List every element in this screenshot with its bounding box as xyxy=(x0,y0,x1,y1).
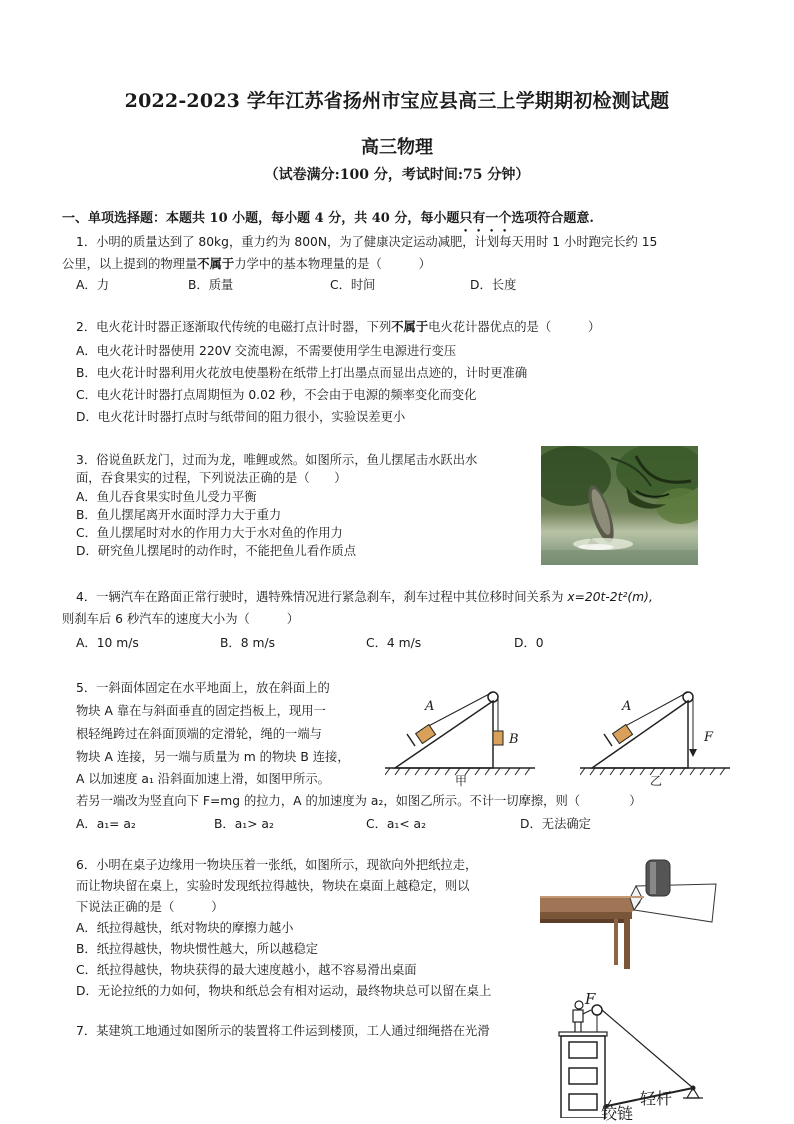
q2-text-c: 电火花计器优点的是（ ） xyxy=(428,320,601,334)
building-crane-figure xyxy=(555,988,715,1118)
q6-line3: 下说法正确的是（ ） xyxy=(76,900,224,914)
q5-line4: 物块 A 连接，另一端与质量为 m 的物块 B 连接， xyxy=(76,750,350,764)
force-f-label-q7: F xyxy=(585,990,596,1008)
q1-line1: 1．小明的质量达到了 80kg，重力约为 800N，为了健康决定运动减肥，计划每天用时 1 小时跑完长约 15 xyxy=(76,235,658,249)
q2-option-a: A．电火花计时器使用 220V 交流电源，不需要使用学生电源进行变压 xyxy=(76,344,457,358)
q4-option-b: B．8 m/s xyxy=(220,636,275,650)
q5-line5: A 以加速度 a₁ 沿斜面加速上滑，如图甲所示。 xyxy=(76,772,330,786)
block-a-label-yi: A xyxy=(622,699,632,714)
subject-title: 高三物理 xyxy=(361,137,433,158)
section-prefix: 一、单项选择题：本题共 10 小题，每小题 4 分，共 40 分，每小题 xyxy=(62,211,460,226)
section-suffix: 选项符合题意. xyxy=(511,211,594,226)
q3-line1: 3．俗说鱼跃龙门，过而为龙，唯鲤或然。如图所示，鱼儿摆尾击水跃出水 xyxy=(76,453,478,467)
table-paper-figure xyxy=(540,850,720,970)
q1-emphasis: 不属于 xyxy=(197,257,235,271)
q3-option-b: B．鱼儿摆尾离开水面时浮力大于重力 xyxy=(76,508,282,522)
q1-option-a: A．力 xyxy=(76,278,110,292)
q4-line1 xyxy=(76,588,653,606)
q1-text-a: 公里，以上提到的物理量 xyxy=(62,257,198,271)
q2-emphasis: 不属于 xyxy=(391,320,429,334)
q5-line3: 根轻绳跨过在斜面顶端的定滑轮，绳的一端与 xyxy=(76,727,322,741)
figure-yi-caption: 乙 xyxy=(650,774,663,788)
q3-option-d: D．研究鱼儿摆尾时的动作时，不能把鱼儿看作质点 xyxy=(76,544,357,558)
q7-line1: 7．某建筑工地通过如图所示的装置将工件运到楼顶，工人通过细绳搭在光滑 xyxy=(76,1024,490,1038)
q6-option-c: C．纸拉得越快，物块获得的最大速度越小，越不容易滑出桌面 xyxy=(76,963,417,977)
q5-line6: 若另一端改为竖直向下 F=mg 的拉力，A 的加速度为 a₂，如图乙所示。不计一切摩擦，则（ ） xyxy=(76,794,642,808)
figure-jia-caption: 甲 xyxy=(455,774,468,788)
force-f-label-yi: F xyxy=(704,730,714,745)
q5-option-a: A．a₁= a₂ xyxy=(76,817,136,831)
q3-option-a: A．鱼儿吞食果实时鱼儿受力平衡 xyxy=(76,490,257,504)
exam-title: 2022-2023 学年江苏省扬州市宝应县高三上学期期初检测试题 xyxy=(124,90,670,112)
q1-option-d: D．长度 xyxy=(470,278,517,292)
q6-line1: 6．小明在桌子边缘用一物块压着一张纸，如图所示，现欲向外把纸拉走， xyxy=(76,858,478,872)
block-b-label: B xyxy=(509,732,519,747)
q6-option-d: D．无论拉纸的力如何，物块和纸总会有相对运动，最终物块总可以留在桌上 xyxy=(76,984,492,998)
q2-option-d: D．电火花计时器打点时与纸带间的阻力很小，实验误差更小 xyxy=(76,410,406,424)
q2-option-b: B．电火花计时器利用火花放电使墨粉在纸带上打出墨点而显出点迹的，计时更准确 xyxy=(76,366,528,380)
q3-option-c: C．鱼儿摆尾时对水的作用力大于水对鱼的作用力 xyxy=(76,526,343,540)
q5-line2: 物块 A 靠在与斜面垂直的固定挡板上，现用一 xyxy=(76,704,326,718)
q2-text-a: 2．电火花计时器正逐渐取代传统的电磁打点计时器，下列 xyxy=(76,320,392,334)
q1-text-c: 力学中的基本物理量的是（ ） xyxy=(234,257,431,271)
q3-line2: 面，吞食果实的过程，下列说法正确的是（ ） xyxy=(76,471,347,485)
q4-option-a: A．10 m/s xyxy=(76,636,139,650)
q1-line2 xyxy=(62,255,431,273)
q5-option-d: D．无法确定 xyxy=(520,817,591,831)
fish-leaping-photo xyxy=(541,446,698,565)
q1-option-b: B．质量 xyxy=(188,278,234,292)
q1-option-c: C．时间 xyxy=(330,278,376,292)
q6-line2: 而让物块留在桌上，实验时发现纸拉得越快，物块在桌面上越稳定，则以 xyxy=(76,879,470,893)
q2-option-c: C．电火花计时器打点周期恒为 0.02 秒，不会由于电源的频率变化而变化 xyxy=(76,388,477,402)
exam-info: （试卷满分:100 分，考试时间:75 分钟） xyxy=(264,167,530,183)
section-emphasis: 只有一个 xyxy=(459,211,512,226)
q2-line1 xyxy=(76,318,600,336)
q4-option-d: D．0 xyxy=(514,636,544,650)
q5-line1: 5．一斜面体固定在水平地面上，放在斜面上的 xyxy=(76,681,330,695)
q6-option-a: A．纸拉得越快，纸对物块的摩擦力越小 xyxy=(76,921,294,935)
q6-option-b: B．纸拉得越快，物块惯性越大，所以越稳定 xyxy=(76,942,319,956)
q4-text-a: 4．一辆汽车在路面正常行驶时，遇特殊情况进行紧急刹车，刹车过程中其位移时间关系为 xyxy=(76,590,568,604)
q4-option-c: C．4 m/s xyxy=(366,636,422,650)
q5-option-c: C．a₁< a₂ xyxy=(366,817,427,831)
q4-line2: 则刹车后 6 秒汽车的速度大小为（ ） xyxy=(62,612,299,626)
block-a-label-jia: A xyxy=(425,699,435,714)
q4-formula: x=20t-2t²(m), xyxy=(567,590,653,604)
q5-option-b: B．a₁> a₂ xyxy=(214,817,274,831)
hinge-label: 铰链 xyxy=(601,1104,634,1123)
section-heading xyxy=(62,207,594,235)
light-rod-label: 轻杆 xyxy=(640,1089,673,1108)
